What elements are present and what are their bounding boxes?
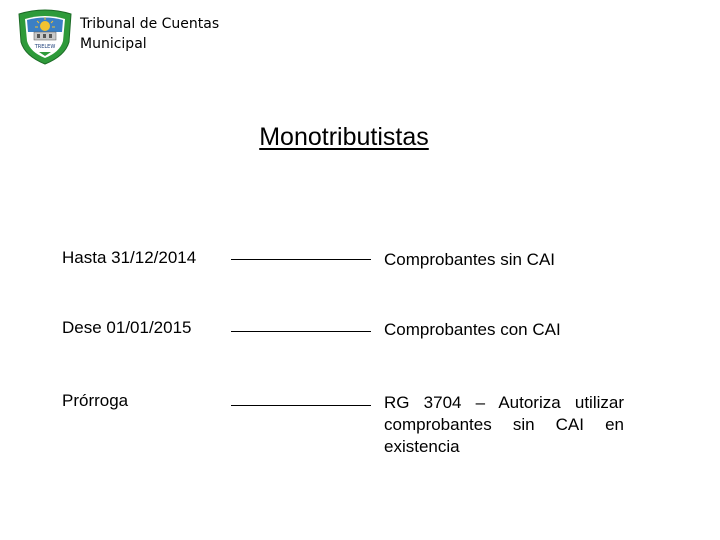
row-1-value: Comprobantes sin CAI xyxy=(384,250,556,269)
row-2-connector-line xyxy=(231,331,371,332)
row-3-value: RG 3704 – Autoriza utilizar comprobantes sin CAI en existencia xyxy=(384,393,624,456)
org-line-1: Tribunal de Cuentas xyxy=(80,16,220,32)
org-line-2: Municipal xyxy=(80,36,147,52)
row-1-connector-line xyxy=(231,259,371,260)
row-3-connector-line xyxy=(231,405,371,406)
organization-name xyxy=(80,14,219,54)
page-title: Monotributistas xyxy=(259,123,429,151)
row-1-label: Hasta 31/12/2014 xyxy=(62,248,197,267)
row-3-label: Prórroga xyxy=(62,391,129,410)
row-2-value: Comprobantes con CAI xyxy=(384,320,561,339)
logo-text: TRELEW xyxy=(34,44,56,50)
trelew-coat-of-arms-logo xyxy=(15,8,75,66)
row-2-label: Dese 01/01/2015 xyxy=(62,318,192,337)
